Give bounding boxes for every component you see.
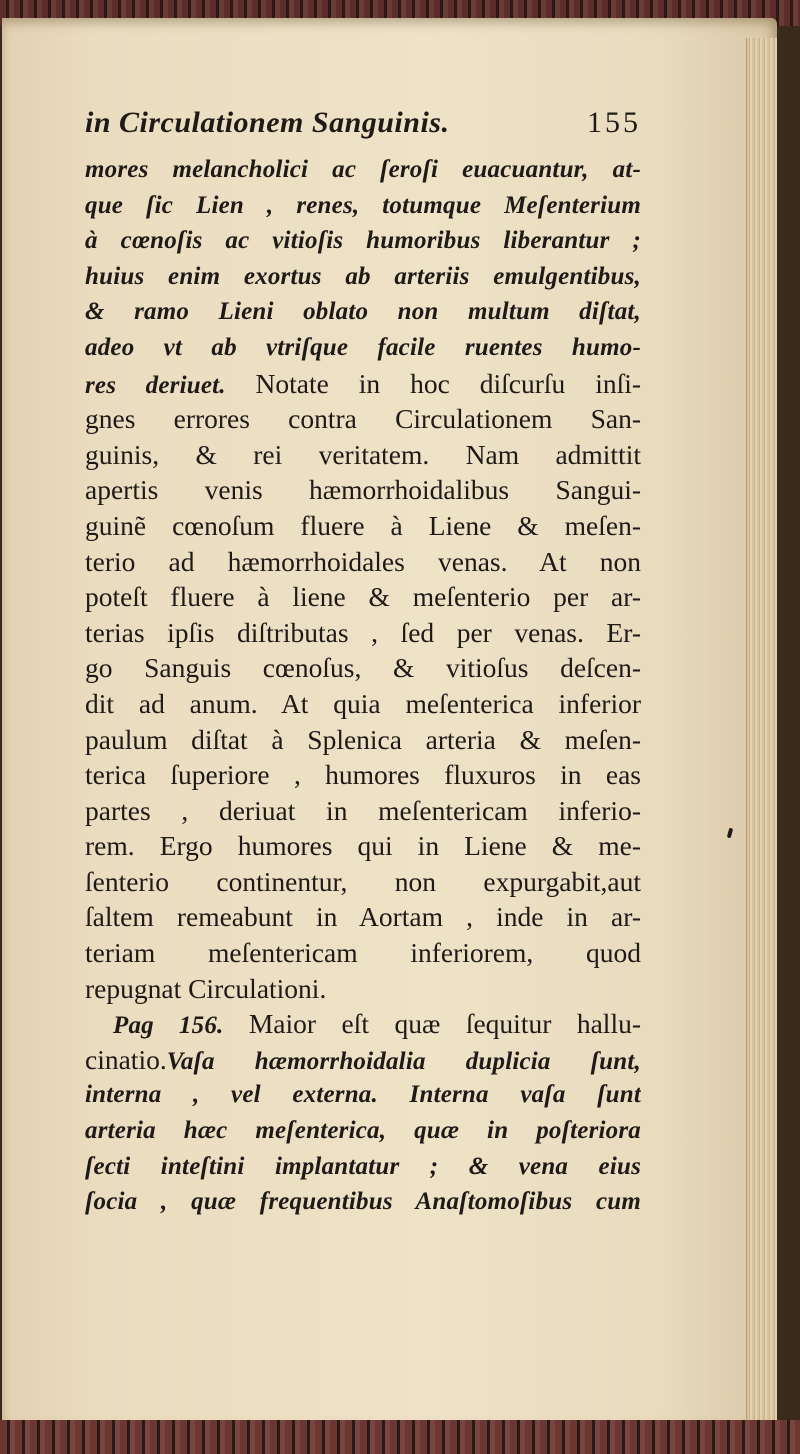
running-head [85, 106, 641, 152]
text-line: terica ſuperiore , humores fluxuros in eas [85, 759, 641, 791]
text-line: guinis, & rei veritatem. Nam admittit [85, 438, 641, 470]
text-line: ſecti inteſtini implantatur ; & vena eius [85, 1152, 641, 1180]
roman-segment: Notate in hoc diſcurſu inſi- [255, 367, 641, 399]
roman-segment: cinatio. [85, 1043, 167, 1075]
text-line: interna , vel externa. Interna vaſa ſunt [85, 1081, 641, 1109]
text-line: terias ipſis diſtributas , ſed per venas. Er- [85, 616, 641, 648]
text-line: go Sanguis cœnoſus, & vitioſus deſcen- [85, 652, 641, 684]
italic-segment: res deriuet. [85, 371, 226, 399]
text-line: paulum diſtat à Splenica arteria & meſen- [85, 723, 641, 755]
text-line: ſocia , quæ frequentibus Anaſtomoſibus cum [85, 1188, 641, 1216]
text-line: à cœnoſis ac vitioſis humoribus liberantur ; [85, 227, 641, 255]
page-edges [746, 38, 777, 1438]
text-line-mixed [85, 1006, 641, 1042]
text-line: repugnat Circulationi. [85, 972, 327, 1004]
text-line: huius enim exortus ab arteriis emulgentibus, [85, 262, 641, 290]
running-title: in Circulationem Sanguinis. [85, 106, 450, 139]
text-line: terio ad hæmorrhoidales venas. At non [85, 545, 641, 577]
page-text-block [85, 106, 641, 1220]
text-line: que ſic Lien , renes, totumque Meſenterium [85, 191, 641, 219]
text-line: teriam meſentericam inferiorem, quod [85, 937, 641, 969]
book-binding-bottom [0, 1420, 800, 1454]
text-line: apertis venis hæmorrhoidalibus Sangui- [85, 474, 641, 506]
text-line: gnes errores contra Circulationem San- [85, 403, 641, 435]
page-reference: Pag 156. [113, 1012, 224, 1040]
page-number: 155 [587, 106, 641, 139]
text-line: partes , deriuat in meſentericam inferio- [85, 794, 641, 826]
text-line: adeo vt ab vtriſque facile ruentes humo- [85, 333, 641, 361]
text-line: arteria hæc meſenterica, quæ in poſteriora [85, 1117, 641, 1145]
text-line-mixed [85, 1042, 641, 1078]
text-line-mixed [85, 366, 641, 402]
text-line: poteſt fluere à liene & meſenterio per ar- [85, 581, 641, 613]
text-line: rem. Ergo humores qui in Liene & me- [85, 830, 641, 862]
italic-segment: Vaſa hæmorrhoidalia duplicia ſunt, [166, 1047, 641, 1075]
text-line: ſenterio continentur, non expurgabit,aut [85, 865, 641, 897]
roman-segment: Maior eſt quæ ſequitur hallu- [248, 1008, 641, 1040]
text-line: mores melancholici ac ſeroſi euacuantur, at- [85, 156, 641, 183]
text-line: ſaltem remeabunt in Aortam , inde in ar- [85, 901, 641, 933]
text-line: guinẽ cœnoſum fluere à Liene & meſen- [85, 509, 641, 541]
text-line: dit ad anum. At quia meſenterica inferior [85, 687, 641, 719]
text-line: & ramo Lieni oblato non multum diſtat, [85, 298, 641, 326]
